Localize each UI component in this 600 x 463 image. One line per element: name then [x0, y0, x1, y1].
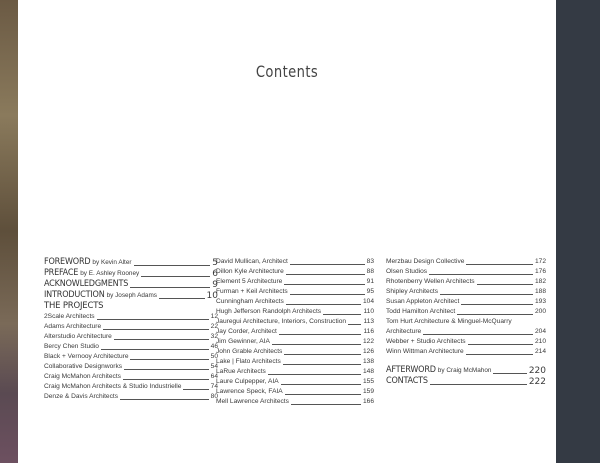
dot-leader	[120, 399, 209, 400]
toc-entry-preface[interactable]	[44, 268, 218, 279]
dot-leader	[130, 359, 208, 360]
entry-name: Jay Corder, Architect	[216, 328, 277, 335]
entry-name: LaRue Architects	[216, 368, 266, 375]
page-number: 172	[534, 258, 546, 265]
page-number: 64	[210, 373, 218, 380]
entry-name: Alterstudio Architecture	[44, 333, 112, 340]
toc-entry[interactable]	[386, 327, 546, 337]
section-name: CONTACTS	[386, 376, 428, 386]
page-number: 222	[528, 377, 546, 387]
entry-name: Webber + Studio Architects	[386, 338, 466, 345]
entry-name: Collaborative Designworks	[44, 363, 123, 370]
dot-leader	[283, 364, 361, 365]
dot-leader	[493, 373, 526, 374]
dot-leader	[268, 374, 361, 375]
page-number: 193	[534, 298, 546, 305]
toc-entry[interactable]	[216, 387, 374, 397]
toc-entry[interactable]	[44, 352, 218, 362]
page-number: 95	[366, 288, 374, 295]
section-name: FOREWORD	[44, 257, 91, 267]
toc-entry-contacts[interactable]	[386, 376, 546, 387]
entry-name: Susan Appleton Architect	[386, 298, 460, 305]
page-title: Contents	[255, 62, 319, 81]
entry-name: Cunningham Architects	[216, 298, 284, 305]
page-number: 204	[534, 328, 546, 335]
entry-name: Hugh Jefferson Randolph Architects	[216, 308, 322, 315]
right-cover-strip	[556, 0, 600, 463]
entry-name: Craig McMahon Architects & Studio Industrielle	[44, 383, 182, 390]
toc-entry[interactable]	[386, 317, 546, 327]
entry-name: Mell Lawrence Architects	[216, 398, 289, 405]
page-number: 214	[534, 348, 546, 355]
page-number: 176	[534, 268, 546, 275]
entry-name: Laure Culpepper, AIA	[216, 378, 279, 385]
toc-entry[interactable]	[216, 307, 374, 317]
page-number: 6	[212, 269, 218, 279]
toc-entry[interactable]	[216, 377, 374, 387]
toc-entry[interactable]	[44, 362, 218, 372]
project-list	[44, 312, 218, 402]
toc-entry[interactable]	[44, 392, 218, 402]
dot-leader	[134, 265, 211, 266]
page-number: 166	[362, 398, 374, 405]
dot-leader	[466, 264, 533, 265]
dot-leader	[457, 314, 533, 315]
projects-heading: THE PROJECTS	[44, 301, 104, 311]
entry-name: Architecture	[386, 328, 422, 335]
entry-name: Lake | Flato Architects	[216, 358, 281, 365]
dot-leader	[284, 354, 361, 355]
page-number: 182	[534, 278, 546, 285]
entry-name: Lawrence Speck, FAIA	[216, 388, 283, 395]
dot-leader	[281, 384, 361, 385]
dot-leader	[124, 369, 209, 370]
toc-entry[interactable]	[386, 337, 546, 347]
section-author: by Craig McMahon	[437, 367, 492, 374]
page-number: 104	[362, 298, 374, 305]
toc-entry[interactable]	[386, 347, 546, 357]
dot-leader	[468, 344, 533, 345]
entry-name: John Grable Architects	[216, 348, 283, 355]
toc-entry[interactable]	[386, 257, 546, 267]
toc-entry[interactable]	[216, 357, 374, 367]
toc-entry[interactable]	[216, 337, 374, 347]
dot-leader	[183, 389, 208, 390]
page-number: 10	[206, 291, 218, 301]
toc-entry[interactable]	[216, 277, 374, 287]
entry-name: Shipley Architects	[386, 288, 439, 295]
section-name: INTRODUCTION	[44, 290, 105, 300]
page-number: 126	[362, 348, 374, 355]
dot-leader	[285, 394, 361, 395]
section-name: ACKNOWLEDGMENTS	[44, 279, 129, 289]
toc-entry[interactable]	[216, 267, 374, 277]
dot-leader	[291, 404, 361, 405]
entry-name: Tom Hurt Architecture & Minguel-McQuarry	[386, 318, 512, 325]
toc-entry[interactable]	[216, 287, 374, 297]
entry-name: Rhotenberry Wellen Architects	[386, 278, 475, 285]
dot-leader	[114, 339, 209, 340]
dot-leader	[290, 264, 365, 265]
dot-leader	[279, 334, 362, 335]
dot-leader	[101, 349, 209, 350]
page-number: 22	[210, 323, 218, 330]
page-number: 138	[362, 358, 374, 365]
entry-name: Winn Wittman Architecture	[386, 348, 464, 355]
dot-leader	[272, 344, 361, 345]
entry-name: Todd Hamilton Architect	[386, 308, 456, 315]
dot-leader	[477, 284, 533, 285]
toc-entry[interactable]	[216, 257, 374, 267]
toc-column-1	[44, 257, 218, 402]
toc-entry[interactable]	[386, 267, 546, 277]
toc-entry-introduction[interactable]	[44, 290, 218, 301]
section-name: AFTERWORD	[386, 365, 436, 375]
section-author: by E. Ashley Rooney	[80, 270, 140, 277]
entry-name: Dillon Kyle Architecture	[216, 268, 284, 275]
dot-leader	[123, 379, 209, 380]
page-number: 116	[363, 328, 374, 335]
dot-leader	[423, 334, 533, 335]
dot-leader	[290, 294, 365, 295]
contents-page	[18, 0, 556, 463]
toc-entry[interactable]	[216, 327, 374, 337]
entry-name: Olsen Studios	[386, 268, 428, 275]
page-number: 122	[362, 338, 374, 345]
section-author: by Kevin Alter	[92, 259, 132, 266]
page-number: 9	[212, 280, 218, 290]
project-list	[386, 257, 546, 357]
page-number: 91	[366, 278, 374, 285]
dot-leader	[323, 314, 361, 315]
dot-leader	[159, 298, 205, 299]
toc-entry[interactable]	[216, 367, 374, 377]
entry-name: Bercy Chen Studio	[44, 343, 99, 350]
dot-leader	[430, 384, 527, 385]
toc-entry[interactable]	[44, 372, 218, 382]
page-number: 50	[210, 353, 218, 360]
page-number: 188	[534, 288, 546, 295]
toc-entry-afterword[interactable]	[386, 365, 546, 376]
toc-entry-foreword[interactable]	[44, 257, 218, 268]
entry-name: Jim Gewinner, AIA	[216, 338, 270, 345]
page-number: 54	[210, 363, 218, 370]
page-number: 159	[362, 388, 374, 395]
dot-leader	[348, 324, 361, 325]
page-number: 80	[210, 393, 218, 400]
page-number: 32	[210, 333, 218, 340]
dot-leader	[440, 294, 533, 295]
page-number: 148	[362, 368, 374, 375]
left-photo-strip	[0, 0, 18, 463]
toc-entry[interactable]	[386, 297, 546, 307]
entry-name: Denze & Davis Architects	[44, 393, 119, 400]
dot-leader	[97, 319, 209, 320]
page-number: 155	[362, 378, 374, 385]
page-number: 110	[363, 308, 374, 315]
toc-entry[interactable]	[216, 347, 374, 357]
entry-name: Adams Architecture	[44, 323, 102, 330]
toc-entry[interactable]	[386, 277, 546, 287]
page-number: 220	[528, 366, 546, 376]
page-number: 113	[363, 318, 374, 325]
page-number: 88	[366, 268, 374, 275]
entry-name: Furman + Keil Architects	[216, 288, 288, 295]
toc-entry[interactable]	[216, 317, 374, 327]
dot-leader	[284, 284, 364, 285]
entry-name: 2Scale Architects	[44, 313, 95, 320]
dot-leader	[130, 287, 210, 288]
page-number: 12	[210, 313, 218, 320]
dot-leader	[461, 304, 533, 305]
entry-name: Merzbau Design Collective	[386, 258, 465, 265]
section-name: PREFACE	[44, 268, 79, 278]
toc-entry[interactable]	[44, 322, 218, 332]
page-number: 74	[210, 383, 218, 390]
entry-name: Element 5 Architecture	[216, 278, 283, 285]
toc-column-3	[386, 257, 546, 387]
dot-leader	[286, 304, 361, 305]
toc-entry-acknowledgments[interactable]	[44, 279, 218, 290]
section-author: by Joseph Adams	[106, 292, 158, 299]
entry-name: Craig McMahon Architects	[44, 373, 121, 380]
page-number: 46	[210, 343, 218, 350]
toc-entry[interactable]	[386, 307, 546, 317]
dot-leader	[286, 274, 365, 275]
entry-name: Jauregui Architecture, Interiors, Construction	[216, 318, 347, 325]
toc-entry[interactable]	[386, 287, 546, 297]
page-number: 5	[212, 258, 218, 268]
toc-entry[interactable]	[216, 397, 374, 407]
dot-leader	[103, 329, 208, 330]
page-number: 210	[534, 338, 546, 345]
toc-entry[interactable]	[44, 382, 218, 392]
entry-name: Black + Vernooy Architecture	[44, 353, 129, 360]
project-list	[216, 257, 374, 407]
dot-leader	[141, 276, 210, 277]
toc-entry[interactable]	[44, 342, 218, 352]
toc-entry[interactable]	[44, 312, 218, 322]
dot-leader	[466, 354, 533, 355]
toc-entry[interactable]	[44, 332, 218, 342]
entry-name: David Mullican, Architect	[216, 258, 288, 265]
page-number: 83	[366, 258, 374, 265]
toc-column-2	[216, 257, 374, 407]
page-number: 200	[534, 308, 546, 315]
toc-entry[interactable]	[216, 297, 374, 307]
dot-leader	[429, 274, 533, 275]
